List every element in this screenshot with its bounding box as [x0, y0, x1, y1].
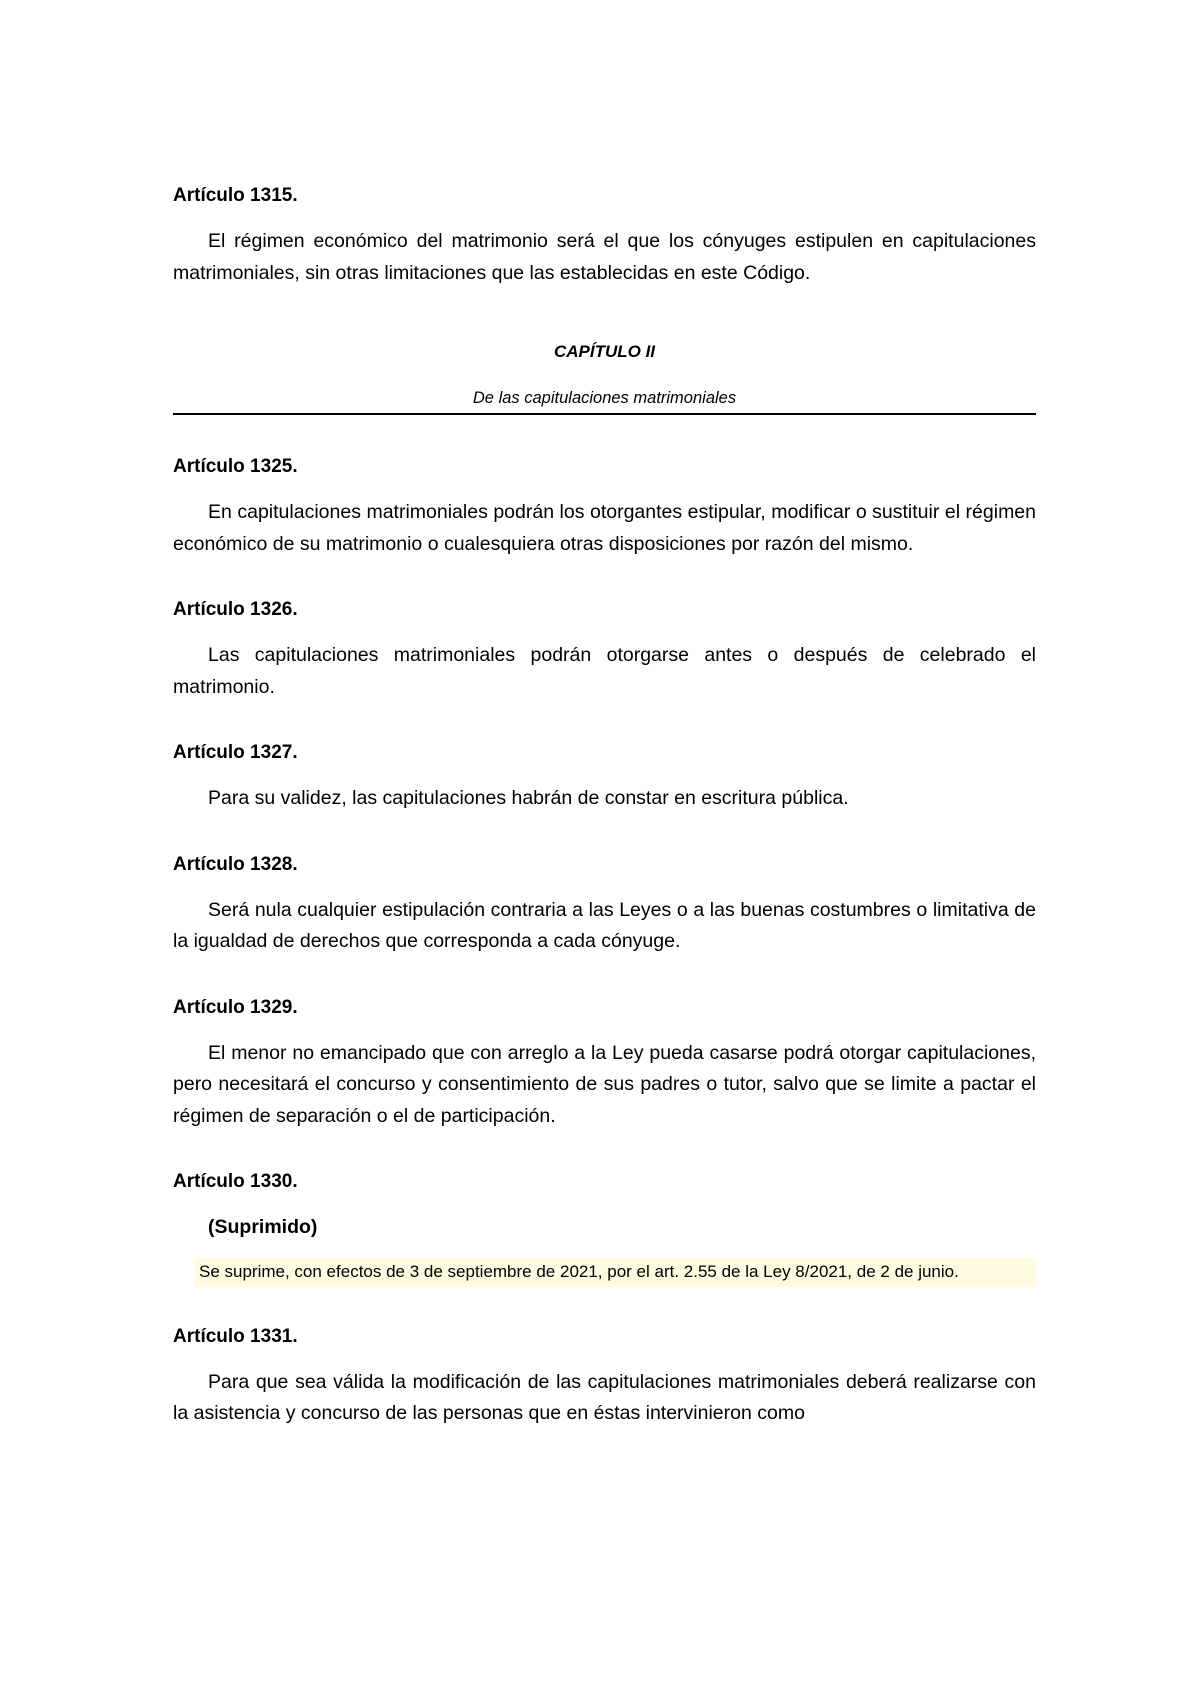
article-1315-heading: Artículo 1315. [173, 185, 298, 206]
article-1327-heading: Artículo 1327. [173, 742, 298, 763]
chapter-subtitle: De las capitulaciones matrimoniales [173, 385, 1036, 415]
article-1330 [173, 1166, 1036, 1287]
chapter-title: CAPÍTULO II [553, 342, 656, 361]
article-1329-text: El menor no emancipado que con arreglo a la Ley pueda casarse podrá otorgar capitulaciones, pero necesitará el concurso y consentimiento de sus padres o tutor, salvo que se limite a pactar el régimen de separación o el de participación. [173, 1041, 1036, 1127]
article-1326-heading: Artículo 1326. [173, 599, 298, 620]
article-1328-heading: Artículo 1328. [173, 853, 298, 875]
article-1327 [173, 737, 1036, 815]
amendment-note [195, 1258, 1036, 1287]
document-content [173, 180, 1036, 1430]
chapter-header [173, 339, 1036, 415]
article-1329 [173, 992, 1036, 1133]
article-1331 [173, 1321, 1036, 1430]
article-1325 [173, 451, 1036, 560]
article-1328-text: Será nula cualquier estipulación contraria a las Leyes o a las buenas costumbres o limitativa de la igualdad de derechos que corresponda a cada cónyuge. [173, 898, 1036, 952]
article-1325-text: En capitulaciones matrimoniales podrán los otorgantes estipular, modificar o sustituir el régimen económico de su matrimonio o cualesquiera otras disposiciones por razón del mismo. [173, 501, 1036, 555]
article-1328 [173, 849, 1036, 958]
amendment-note-text: Se suprime, con efectos de 3 de septiembre de 2021, por el art. 2.55 de la Ley 8/2021, de 2 de junio. [199, 1261, 959, 1281]
article-1326 [173, 594, 1036, 703]
article-1331-heading: Artículo 1331. [173, 1325, 298, 1347]
article-1330-heading: Artículo 1330. [173, 1171, 298, 1192]
article-1327-text: Para su validez, las capitulaciones habrán de constar en escritura pública. [208, 787, 849, 809]
article-1315 [173, 180, 1036, 289]
article-1329-heading: Artículo 1329. [173, 996, 298, 1018]
article-1331-text: Para que sea válida la modificación de las capitulaciones matrimoniales deberá realizarse con la asistencia y concurso de las personas que en éstas intervinieron como [173, 1370, 1036, 1424]
article-1330-status: (Suprimido) [208, 1216, 318, 1238]
article-1326-text: Las capitulaciones matrimoniales podrán otorgarse antes o después de celebrado el matrimonio. [173, 644, 1036, 698]
article-1315-text: El régimen económico del matrimonio será el que los cónyuges estipulen en capitulaciones matrimoniales, sin otras limitaciones que las establecidas en este Código. [173, 230, 1036, 284]
article-1325-heading: Artículo 1325. [173, 456, 298, 477]
